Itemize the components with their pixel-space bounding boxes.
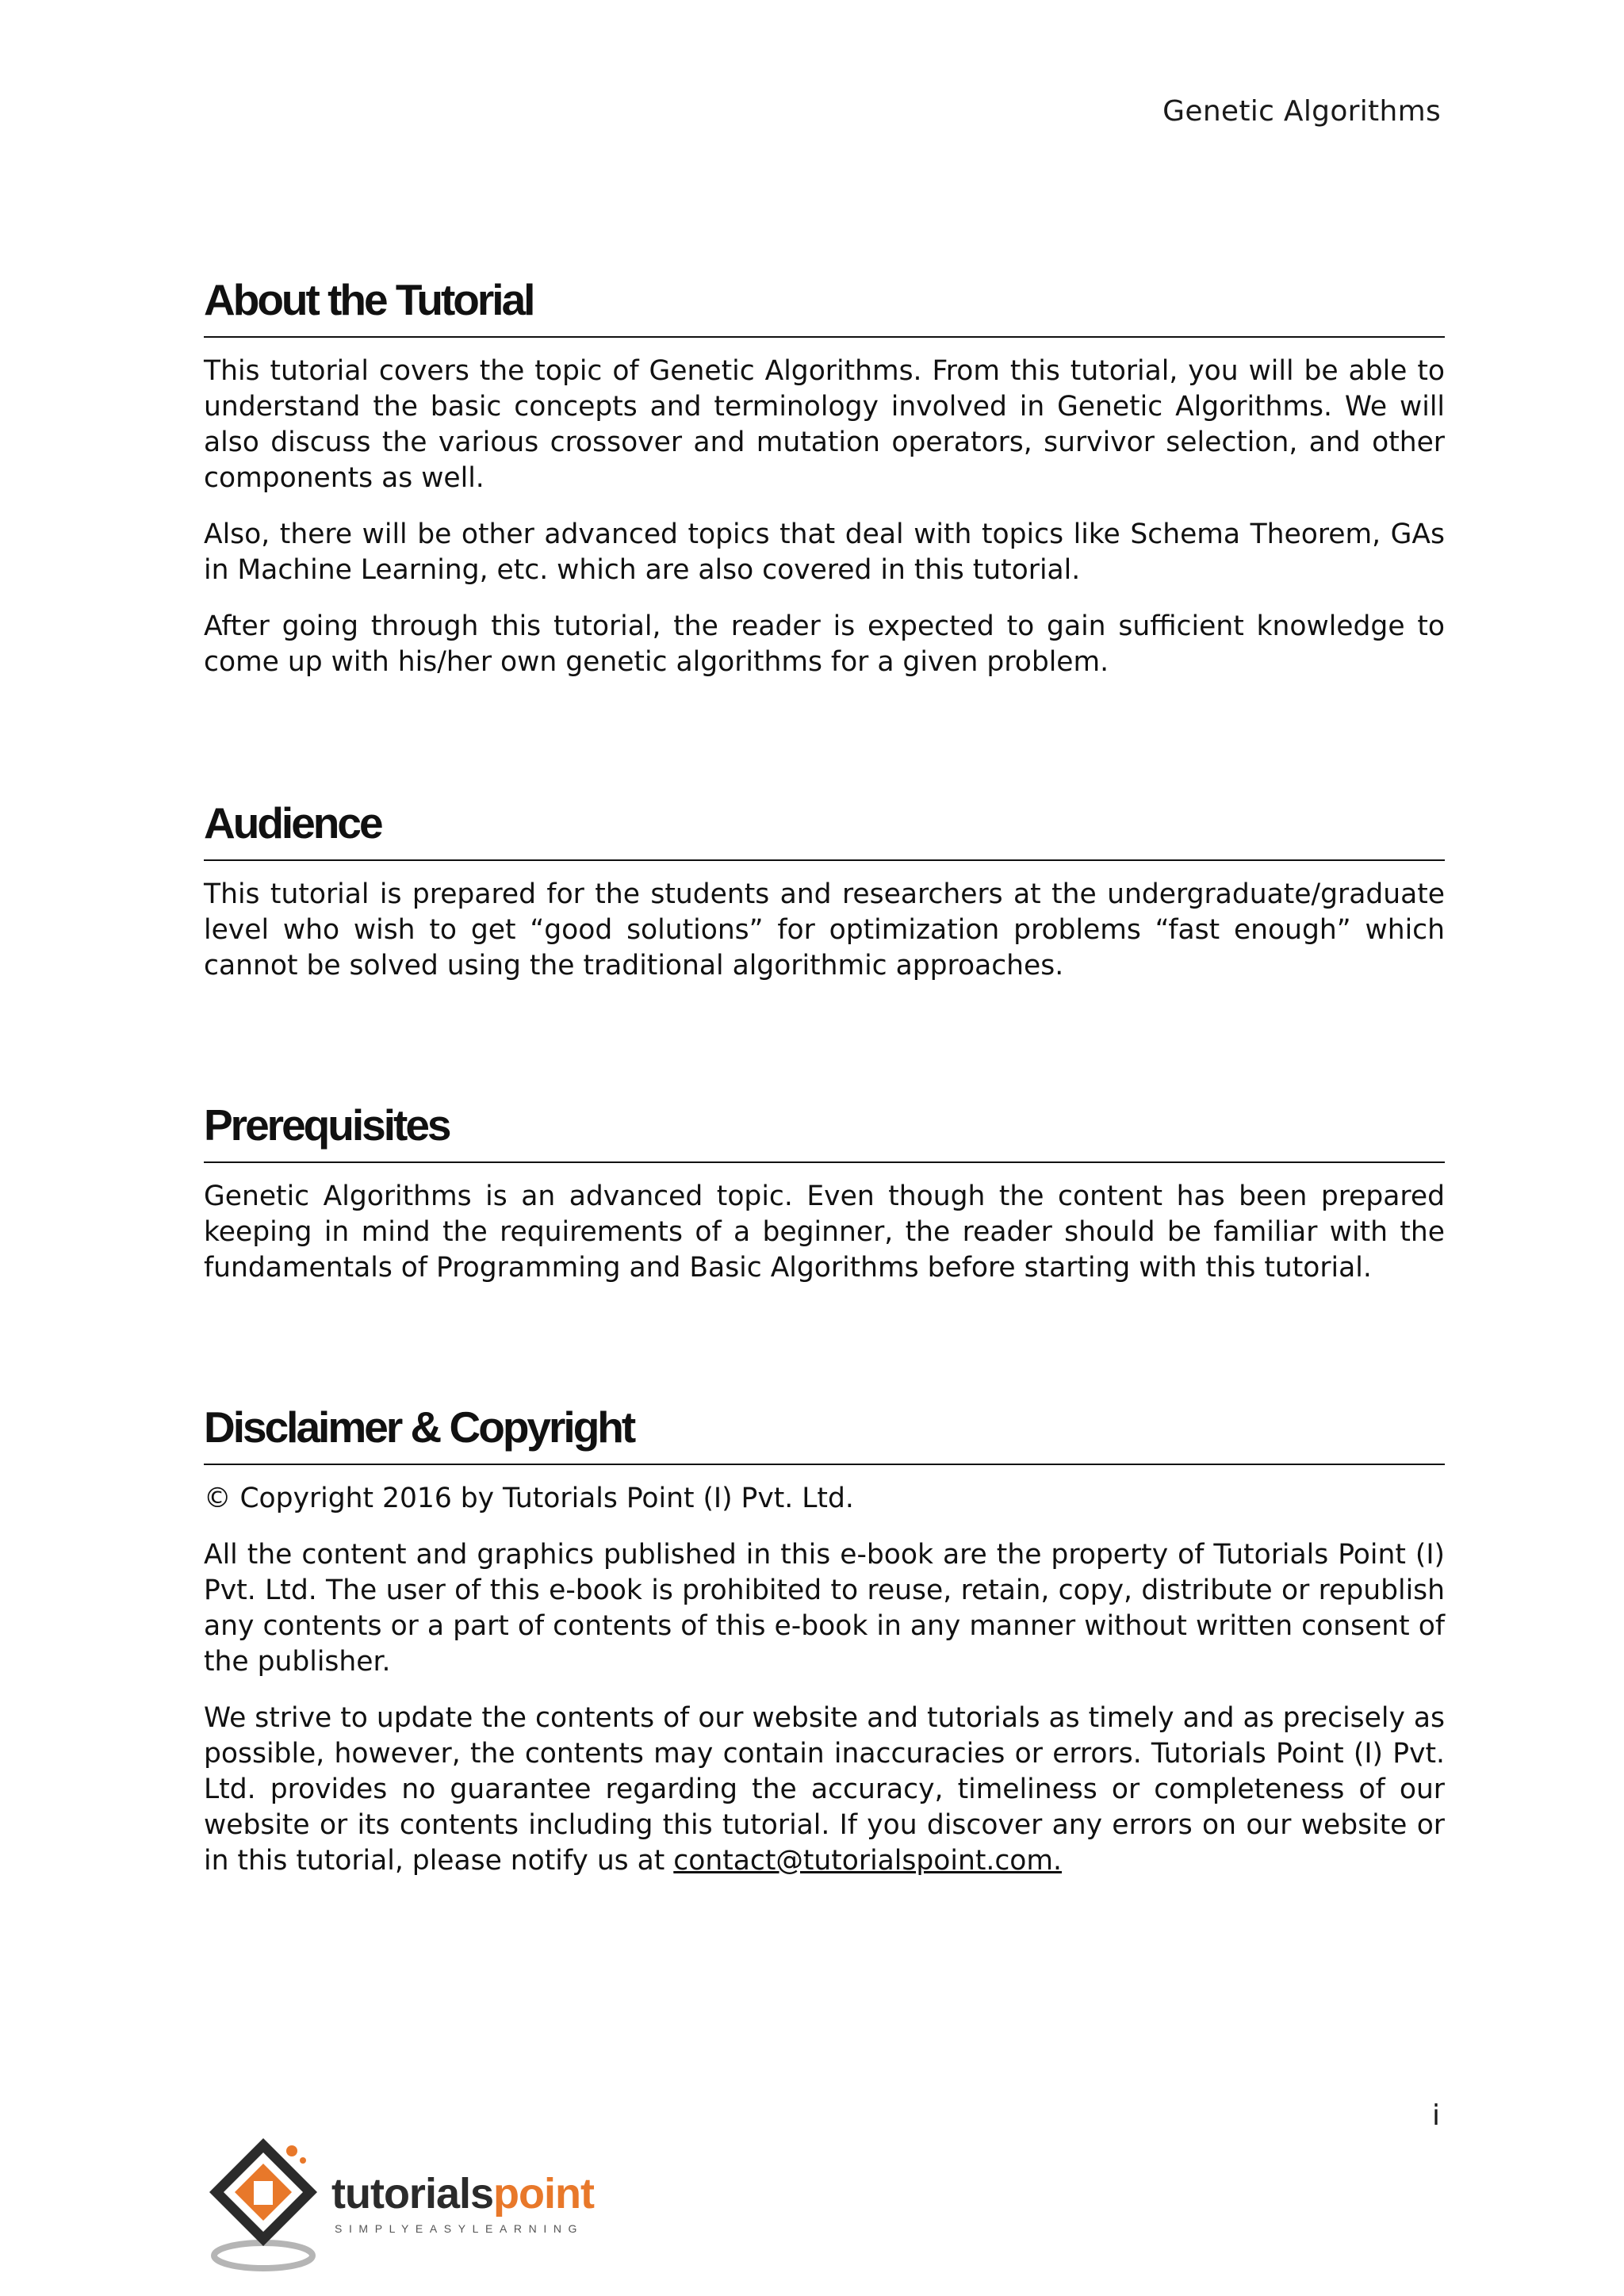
paragraph: Genetic Algorithms is an advanced topic. Even though the content has been prepared keeping in mind the requirements of a beginner, the reader should be familiar with the fundamentals of Programming and Basic Algorithms before starting with this tutorial. xyxy=(204,1181,1445,1284)
section-about-tutorial xyxy=(204,268,1445,680)
section-audience xyxy=(204,791,1445,984)
section-body xyxy=(204,1481,1445,1879)
section-title: Disclaimer & Copyright xyxy=(204,1395,1445,1465)
logo-wordmark xyxy=(331,2170,594,2218)
paragraph: All the content and graphics published in this e-book are the property of Tutorials Point (I) Pvt. Ltd. The user of this e-book is prohibited to reuse, retain, copy, distribute or republish any contents or a part of contents of this e-book in any manner without written consent of the publisher. xyxy=(204,1539,1445,1678)
paragraph-text: We strive to update the contents of our website and tutorials as timely and as precisely as possible, however, the contents may contain inaccuracies or errors. Tutorials Point (I) Pvt. Ltd. provides no guarantee regarding the accuracy, timeliness or completeness of our website or its contents including this tutorial. If you discover any errors on our website or in this tutorial, please notify us at xyxy=(204,1702,1445,1877)
paragraph: After going through this tutorial, the reader is expected to gain sufficient knowledge to come up with his/her own genetic algorithms for a given problem. xyxy=(204,610,1445,678)
paragraph: This tutorial is prepared for the students and researchers at the undergraduate/graduate level who wish to get “good solutions” for optimization problems “fast enough” which cannot be solved using the traditional algorithmic approaches. xyxy=(204,878,1445,982)
page-content xyxy=(204,268,1445,1879)
paragraph: This tutorial covers the topic of Genetic Algorithms. From this tutorial, you will be able to understand the basic concepts and terminology involved in Genetic Algorithms. We will also discuss the various crossover and mutation operators, survivor selection, and other components as well. xyxy=(204,355,1445,494)
tutorialspoint-logo xyxy=(198,2129,650,2275)
copyright-line: © Copyright 2016 by Tutorials Point (I) Pvt. Ltd. xyxy=(204,1483,854,1514)
section-prerequisites xyxy=(204,1093,1445,1286)
section-disclaimer-copyright xyxy=(204,1395,1445,1879)
section-body xyxy=(204,1179,1445,1286)
running-header: Genetic Algorithms xyxy=(1162,95,1441,128)
tutorialspoint-logo-icon xyxy=(198,2129,333,2275)
section-title: About the Tutorial xyxy=(204,268,1445,338)
paragraph: Also, there will be other advanced topics that deal with topics like Schema Theorem, GAs in Machine Learning, etc. which are also covered in this tutorial. xyxy=(204,519,1445,586)
logo-tagline: SIMPLYEASYLEARNING xyxy=(335,2222,584,2235)
contact-email-link[interactable]: contact@tutorialspoint.com. xyxy=(673,1845,1062,1877)
section-title: Audience xyxy=(204,791,1445,861)
page-number: i xyxy=(1431,2099,1440,2132)
logo-word-part2: point xyxy=(493,2170,594,2218)
section-body xyxy=(204,877,1445,984)
section-title: Prerequisites xyxy=(204,1093,1445,1163)
section-body xyxy=(204,354,1445,680)
logo-word-part1: tutorials xyxy=(331,2170,494,2218)
paragraph xyxy=(204,1701,1445,1879)
